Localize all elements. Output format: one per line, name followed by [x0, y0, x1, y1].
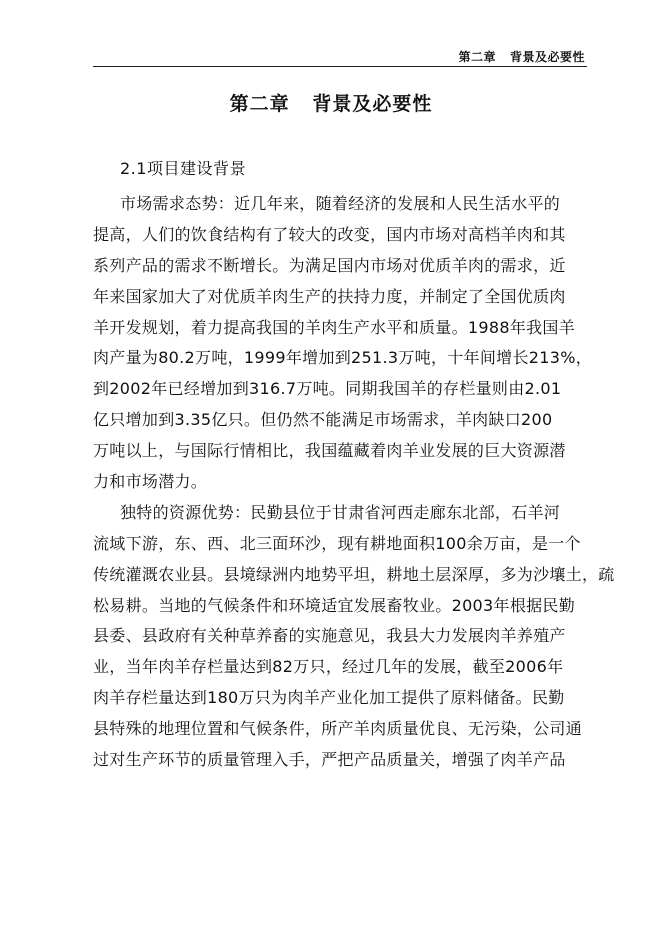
text-line: 提高，人们的饮食结构有了较大的改变，国内市场对高档羊肉和其: [93, 224, 566, 244]
chapter-title: 第二章 背景及必要性: [229, 93, 433, 115]
text-line: 县特殊的地理位置和气候条件，所产羊肉质量优良、无污染，公司通: [93, 719, 583, 739]
text-line: 肉羊存栏量达到180万只为肉羊产业化加工提供了原料储备。民勤: [93, 688, 565, 708]
header-divider: [93, 66, 587, 67]
paragraph-market-demand: [93, 189, 592, 498]
text-line: 力和市场潜力。: [93, 472, 208, 492]
running-header: 第二章 背景及必要性: [458, 50, 585, 64]
text-line: 松易耕。当地的气候条件和环境适宜发展畜牧业。2003年根据民勤: [93, 595, 576, 615]
text-line: 县委、县政府有关种草养畜的实施意见，我县大力发展肉羊养殖产: [93, 626, 566, 646]
text-line: 传统灌溉农业县。县境绿洲内地势平坦，耕地土层深厚，多为沙壤土，疏: [93, 564, 615, 584]
text-line: 过对生产环节的质量管理入手，严把产品质量关，增强了肉羊产品: [93, 750, 566, 770]
text-line: 市场需求态势：近几年来，随着经济的发展和人民生活水平的: [120, 194, 561, 213]
text-line: 业，当年肉羊存栏量达到82万只，经过几年的发展，截至2006年: [93, 657, 564, 677]
text-line: 到2002年已经增加到316.7万吨。同期我国羊的存栏量则由2.01: [93, 379, 562, 399]
section-heading: 2.1项目建设背景: [120, 159, 246, 178]
text-line: 肉产量为80.2万吨，1999年增加到251.3万吨，十年间增长213%，: [93, 348, 592, 368]
text-line: 亿只增加到3.35亿只。但仍然不能满足市场需求，羊肉缺口200: [93, 410, 553, 430]
body-text: [93, 189, 615, 776]
text-line: 年来国家加大了对优质羊肉生产的扶持力度，并制定了全国优质肉: [93, 286, 566, 306]
text-line: 系列产品的需求不断增长。为满足国内市场对优质羊肉的需求，近: [93, 255, 566, 275]
paragraph-resource-advantage: [93, 498, 615, 776]
text-line: 万吨以上，与国际行情相比，我国蕴藏着肉羊业发展的巨大资源潜: [93, 441, 566, 461]
text-line: 羊开发规划，着力提高我国的羊肉生产水平和质量。1988年我国羊: [93, 317, 576, 337]
text-line: 独特的资源优势：民勤县位于甘肃省河西走廊东北部，石羊河: [120, 502, 561, 522]
text-line: 流域下游，东、西、北三面环沙，现有耕地面积100余万亩，是一个: [93, 533, 581, 553]
